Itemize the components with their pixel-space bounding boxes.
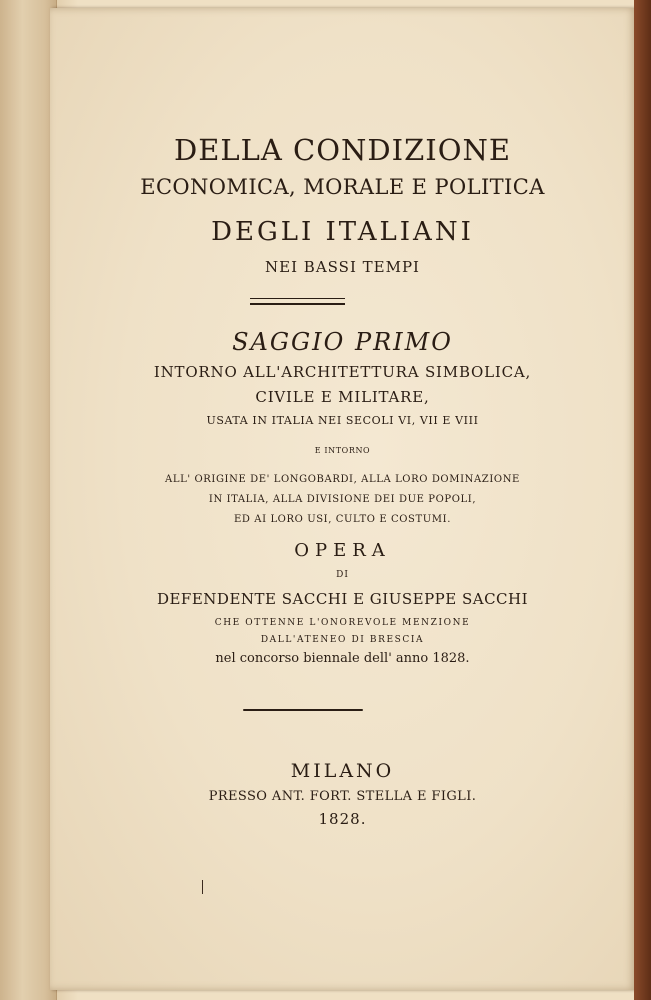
title-line-3: DEGLI ITALIANI — [211, 217, 474, 247]
subtitle-line-6: IN ITALIA, ALLA DIVISIONE DEI DUE POPOLI, — [208, 494, 477, 505]
award-note-3: nel concorso biennale dell' anno 1828. — [215, 651, 470, 666]
imprint-year: 1828. — [318, 810, 367, 828]
authors: DEFENDENTE SACCHI E GIUSEPPE SACCHI — [156, 590, 529, 608]
subtitle-line-5: ALL' ORIGINE DE' LONGOBARDI, ALLA LORO DOMINAZIONE — [165, 474, 520, 485]
subtitle-line-1: INTORNO ALL'ARCHITETTURA SIMBOLICA, — [153, 363, 532, 381]
award-note-2: DALL'ATENEO DI BRESCIA — [260, 635, 425, 645]
imprint-city: MILANO — [290, 760, 395, 782]
facing-page-edge — [0, 0, 57, 1000]
award-note-1: CHE OTTENNE L'ONOREVOLE MENZIONE — [214, 618, 471, 628]
ink-mark — [202, 880, 203, 894]
subtitle-line-4: E INTORNO — [314, 446, 371, 455]
subtitle-line-7: ED AI LORO USI, CULTO E COSTUMI. — [234, 514, 451, 525]
subtitle-heading: SAGGIO PRIMO — [232, 328, 453, 356]
imprint-publisher: PRESSO ANT. FORT. STELLA E FIGLI. — [208, 789, 477, 804]
ornamental-rule-top — [250, 298, 345, 305]
di-label: DI — [336, 570, 349, 580]
subtitle-line-3: USATA IN ITALIA NEI SECOLI VI, VII E VIII — [206, 414, 479, 427]
opera-label: OPERA — [294, 540, 391, 561]
title-line-1: DELLA CONDIZIONE — [173, 133, 512, 167]
cover-edge — [634, 0, 651, 1000]
title-line-2: ECONOMICA, MORALE E POLITICA — [140, 175, 545, 199]
title-line-4: NEI BASSI TEMPI — [265, 258, 420, 276]
subtitle-line-2: CIVILE E MILITARE, — [255, 388, 430, 406]
ornamental-rule-bottom — [243, 709, 363, 711]
